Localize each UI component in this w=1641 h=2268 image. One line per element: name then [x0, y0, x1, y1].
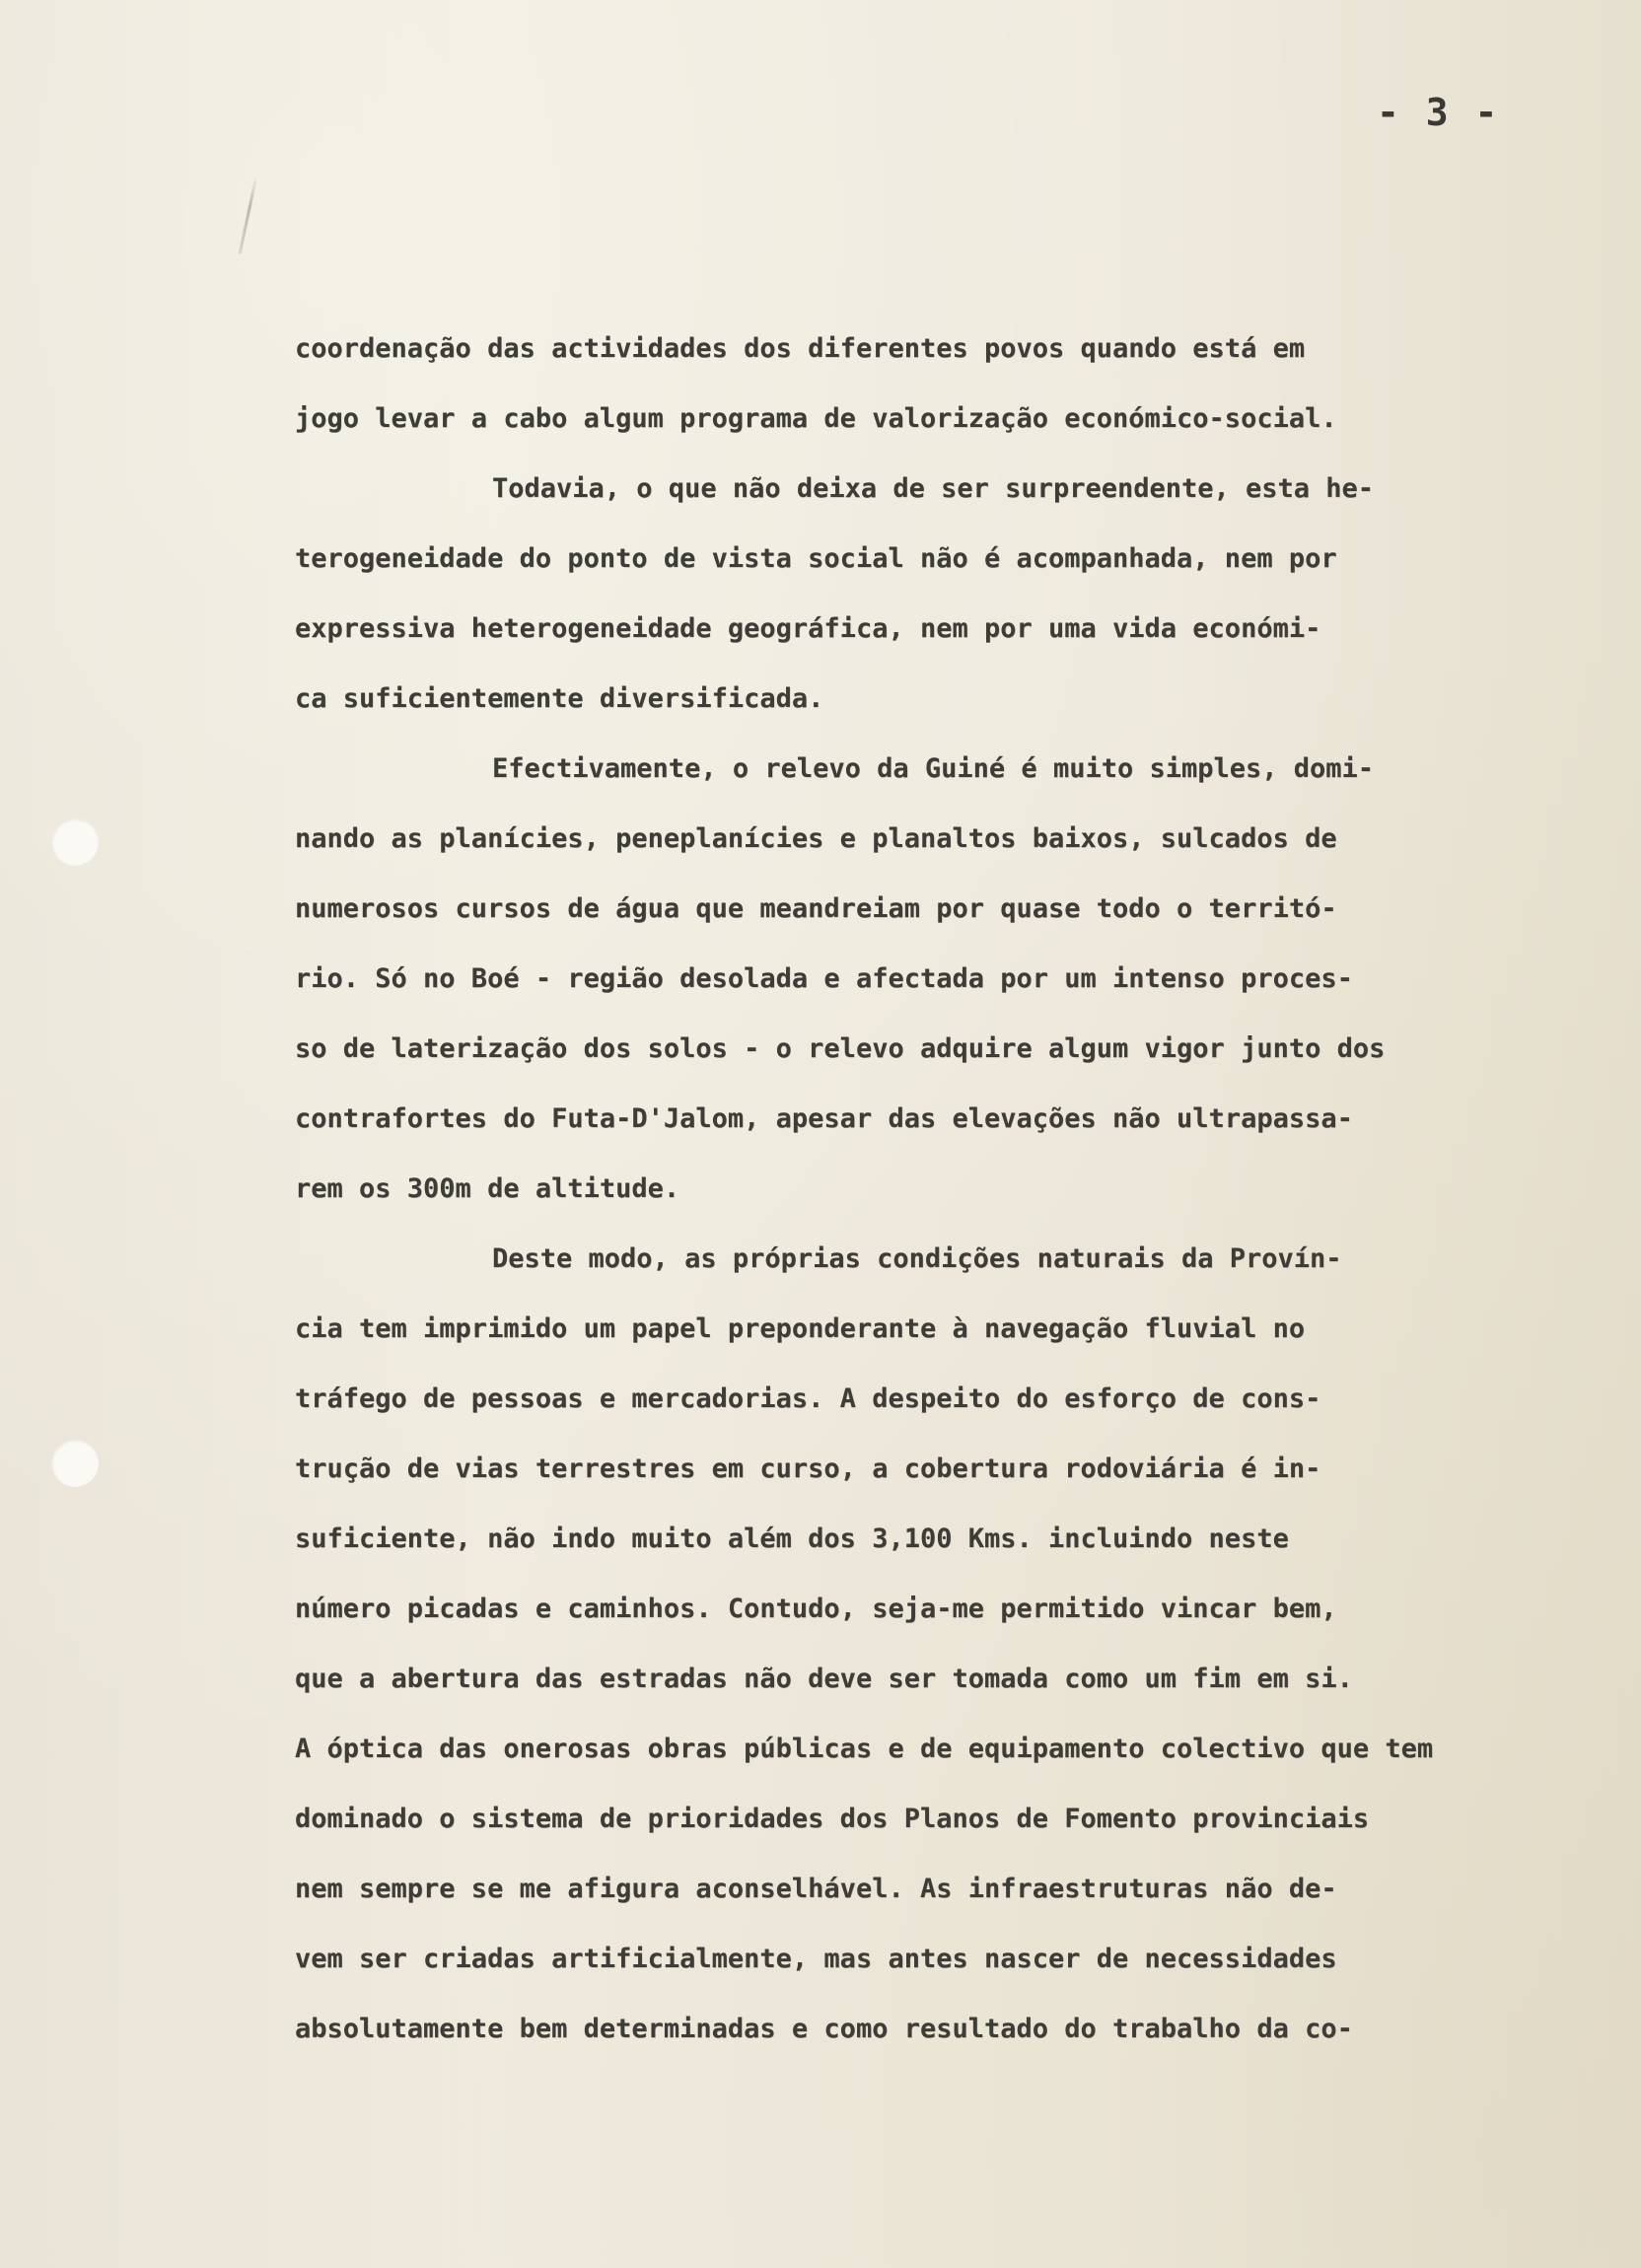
paragraph-start-line: Todavia, o que não deixa de ser surpreendente, esta he- — [492, 473, 1375, 504]
text-line: rem os 300m de altitude. — [295, 1173, 680, 1204]
text-line: vem ser criadas artificialmente, mas antes nascer de necessidades — [295, 1944, 1337, 1974]
text-line: suficiente, não indo muito além dos 3,100 Kms. incluindo neste — [295, 1524, 1289, 1554]
text-line: rio. Só no Boé - região desolada e afectada por um intenso proces- — [295, 963, 1353, 994]
text-line: ca suficientemente diversificada. — [295, 683, 824, 714]
text-line: A óptica das onerosas obras públicas e de equipamento colectivo que tem — [295, 1734, 1434, 1764]
text-line: terogeneidade do ponto de vista social não é acompanhada, nem por — [295, 543, 1337, 574]
text-line: jogo levar a cabo algum programa de valorização económico-social. — [295, 403, 1337, 434]
text-line: número picadas e caminhos. Contudo, seja-me permitido vincar bem, — [295, 1594, 1337, 1624]
text-line: numerosos cursos de água que meandreiam por quase todo o territó- — [295, 893, 1337, 924]
page-number: - 3 - — [1377, 91, 1500, 134]
paragraph-start-line: Deste modo, as próprias condições naturais da Provín- — [492, 1243, 1342, 1274]
text-line: trução de vias terrestres em curso, a cobertura rodoviária é in- — [295, 1453, 1321, 1484]
text-line: contrafortes do Futa-D'Jalom, apesar das elevações não ultrapassa- — [295, 1103, 1353, 1134]
text-line: expressiva heterogeneidade geográfica, nem por uma vida económi- — [295, 613, 1321, 644]
paragraph-start-line: Efectivamente, o relevo da Guiné é muito simples, domi- — [492, 753, 1375, 784]
typed-body-text — [295, 314, 1567, 2064]
text-line: so de laterização dos solos - o relevo adquire algum vigor junto dos — [295, 1033, 1386, 1064]
text-line: que a abertura das estradas não deve ser tomada como um fim em si. — [295, 1664, 1353, 1694]
text-line: coordenação das actividades dos diferentes povos quando está em — [295, 333, 1306, 364]
text-line: tráfego de pessoas e mercadorias. A despeito do esforço de cons- — [295, 1383, 1321, 1414]
text-line: nando as planícies, peneplanícies e planaltos baixos, sulcados de — [295, 823, 1337, 854]
text-line: nem sempre se me afigura aconselhável. As infraestruturas não de- — [295, 1874, 1337, 1904]
punch-hole — [51, 1440, 99, 1487]
text-line: cia tem imprimido um papel preponderante à navegação fluvial no — [295, 1313, 1306, 1344]
punch-hole — [51, 818, 99, 866]
text-line: dominado o sistema de prioridades dos Planos de Fomento provinciais — [295, 1804, 1370, 1834]
pencil-mark — [239, 177, 258, 254]
text-line: absolutamente bem determinadas e como resultado do trabalho da co- — [295, 2014, 1353, 2044]
